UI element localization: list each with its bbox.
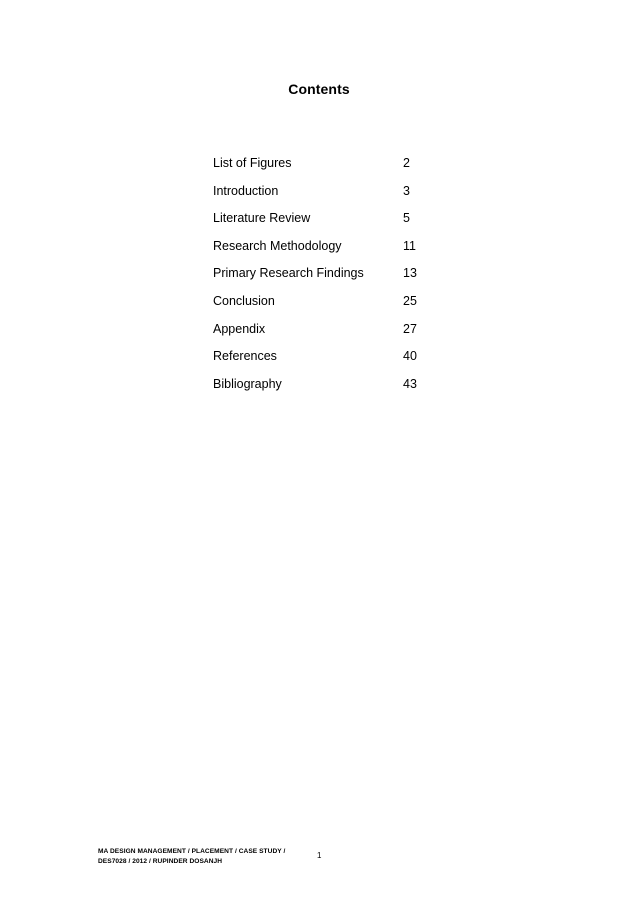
toc-entry-label: Conclusion <box>213 293 275 308</box>
toc-entry <box>213 293 443 321</box>
toc-entry <box>213 376 443 404</box>
footer-line: DES7028 / 2012 / RUPINDER DOSANJH <box>98 858 223 865</box>
toc-entry-label: List of Figures <box>213 156 292 170</box>
toc-entry-page: 43 <box>403 376 417 391</box>
toc-entry <box>213 183 443 211</box>
toc-entry <box>213 238 443 266</box>
toc-entry-page: 5 <box>403 211 410 226</box>
toc-entry-label: References <box>213 349 277 364</box>
toc-entry-page: 3 <box>403 183 410 198</box>
page-title-text: Contents <box>288 81 350 97</box>
page-title <box>0 81 638 97</box>
toc-entry-page: 25 <box>403 293 417 308</box>
toc-entry-page: 2 <box>403 156 410 170</box>
toc-entry-label: Primary Research Findings <box>213 266 364 281</box>
toc-entry <box>213 155 443 183</box>
toc-entry <box>213 265 443 293</box>
page-footer <box>98 847 285 867</box>
toc-entry <box>213 210 443 238</box>
toc-entry-label: Literature Review <box>213 211 311 226</box>
toc-entry-label: Bibliography <box>213 376 282 391</box>
toc-entry-label: Introduction <box>213 183 279 198</box>
page-number: 1 <box>317 851 322 860</box>
toc-entry-page: 11 <box>403 238 416 253</box>
toc-entry-label: Appendix <box>213 321 266 336</box>
table-of-contents <box>213 155 443 403</box>
toc-entry <box>213 321 443 349</box>
toc-entry <box>213 348 443 376</box>
toc-entry-label: Research Methodology <box>213 238 342 253</box>
toc-entry-page: 13 <box>403 266 417 281</box>
toc-entry-page: 40 <box>403 349 417 364</box>
footer-line: MA DESIGN MANAGEMENT / PLACEMENT / CASE STUDY / <box>98 848 286 855</box>
toc-entry-page: 27 <box>403 321 417 336</box>
